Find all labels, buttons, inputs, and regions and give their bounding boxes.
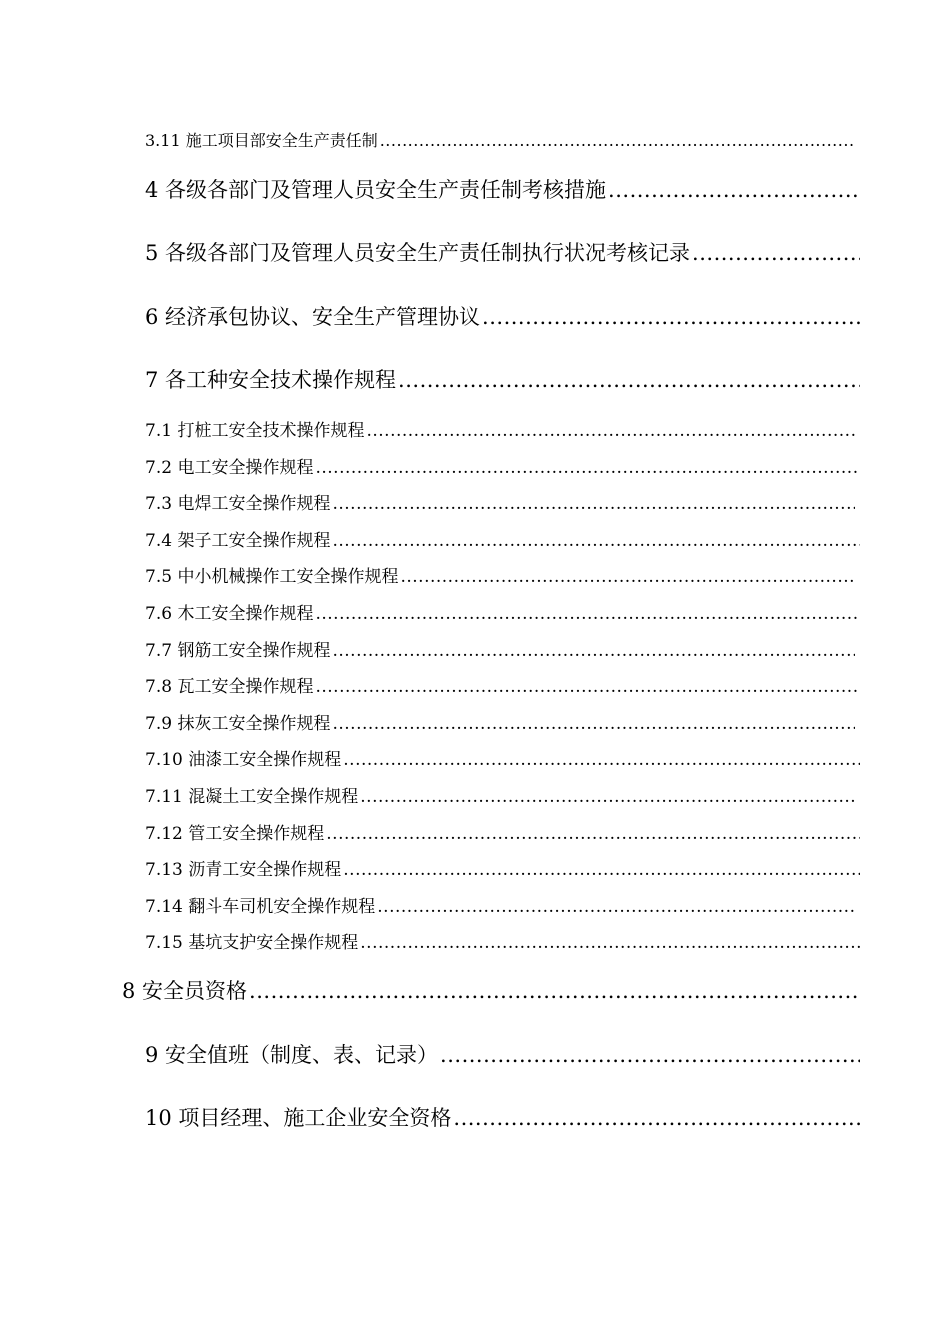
toc-entry-7-10[interactable] <box>145 745 860 770</box>
toc-entry-title: 7.8 瓦工安全操作规程 <box>145 677 314 697</box>
toc-entry-title: 7.13 沥青工安全操作规程 <box>145 860 342 880</box>
toc-entry-title: 7.14 翻斗车司机安全操作规程 <box>145 897 376 917</box>
toc-entry-title: 9 安全值班（制度、表、记录） <box>145 1043 439 1067</box>
toc-entry-7-7[interactable] <box>145 636 855 661</box>
toc-entry-title: 7 各工种安全技术操作规程 <box>145 368 397 392</box>
toc-dot-leader <box>315 604 860 624</box>
toc-entry-7-9[interactable] <box>145 709 855 734</box>
toc-entry-10[interactable] <box>145 1102 860 1132</box>
toc-dot-leader <box>398 368 860 392</box>
toc-entry-7-1[interactable] <box>145 416 855 441</box>
toc-entry-title: 6 经济承包协议、安全生产管理协议 <box>145 305 481 329</box>
toc-entry-9[interactable] <box>145 1039 860 1069</box>
toc-dot-leader <box>332 641 855 661</box>
toc-entry-3-11[interactable] <box>145 128 855 151</box>
toc-dot-leader <box>249 979 860 1003</box>
toc-entry-title: 7.6 木工安全操作规程 <box>145 604 314 624</box>
toc-entry-title: 7.1 打桩工安全技术操作规程 <box>145 421 365 441</box>
toc-entry-title: 7.11 混凝土工安全操作规程 <box>145 787 359 807</box>
toc-entry-5[interactable] <box>145 237 860 267</box>
toc-entry-title: 7.3 电焊工安全操作规程 <box>145 494 331 514</box>
toc-entry-title: 10 项目经理、施工企业安全资格 <box>145 1106 452 1130</box>
toc-dot-leader <box>332 531 860 551</box>
toc-entry-7-12[interactable] <box>145 819 860 844</box>
toc-entry-6[interactable] <box>145 301 860 331</box>
toc-entry-title: 5 各级各部门及管理人员安全生产责任制执行状况考核记录 <box>145 241 691 265</box>
toc-dot-leader <box>400 567 855 587</box>
toc-dot-leader <box>608 178 860 202</box>
toc-entry-title: 7.7 钢筋工安全操作规程 <box>145 641 331 661</box>
toc-dot-leader <box>315 677 860 697</box>
toc-entry-title: 7.2 电工安全操作规程 <box>145 458 314 478</box>
toc-entry-title: 7.12 管工安全操作规程 <box>145 824 325 844</box>
toc-entry-7-6[interactable] <box>145 599 860 624</box>
toc-entry-8[interactable] <box>122 975 860 1005</box>
toc-dot-leader <box>315 458 860 478</box>
toc-dot-leader <box>332 714 855 734</box>
toc-entry-title: 7.5 中小机械操作工安全操作规程 <box>145 567 399 587</box>
toc-dot-leader <box>380 131 855 150</box>
toc-entry-7-8[interactable] <box>145 672 860 697</box>
toc-entry-7-13[interactable] <box>145 855 860 880</box>
toc-dot-leader <box>440 1043 860 1067</box>
toc-entry-title: 7.10 油漆工安全操作规程 <box>145 750 342 770</box>
toc-dot-leader <box>343 750 860 770</box>
toc-entry-title: 4 各级各部门及管理人员安全生产责任制考核措施 <box>145 178 607 202</box>
toc-dot-leader <box>326 824 860 844</box>
toc-entry-title: 7.15 基坑支护安全操作规程 <box>145 933 359 953</box>
toc-dot-leader <box>360 787 855 807</box>
toc-dot-leader <box>377 897 855 917</box>
toc-dot-leader <box>692 241 860 265</box>
toc-dot-leader <box>332 494 855 514</box>
toc-entry-7-11[interactable] <box>145 782 855 807</box>
toc-entry-title: 7.9 抹灰工安全操作规程 <box>145 714 331 734</box>
toc-entry-7-3[interactable] <box>145 489 855 514</box>
toc-dot-leader <box>482 305 860 329</box>
toc-dot-leader <box>453 1106 860 1130</box>
toc-entry-7-5[interactable] <box>145 562 855 587</box>
toc-entry-title: 8 安全员资格 <box>122 979 248 1003</box>
toc-entry-4[interactable] <box>145 174 860 204</box>
toc-entry-7-14[interactable] <box>145 892 855 917</box>
toc-dot-leader <box>360 933 860 953</box>
toc-entry-7[interactable] <box>145 364 860 394</box>
toc-entry-title: 7.4 架子工安全操作规程 <box>145 531 331 551</box>
toc-entry-7-2[interactable] <box>145 453 860 478</box>
toc-entry-7-4[interactable] <box>145 526 860 551</box>
toc-dot-leader <box>366 421 855 441</box>
toc-entry-7-15[interactable] <box>145 928 860 953</box>
toc-dot-leader <box>343 860 860 880</box>
toc-entry-title: 3.11 施工项目部安全生产责任制 <box>145 131 378 150</box>
